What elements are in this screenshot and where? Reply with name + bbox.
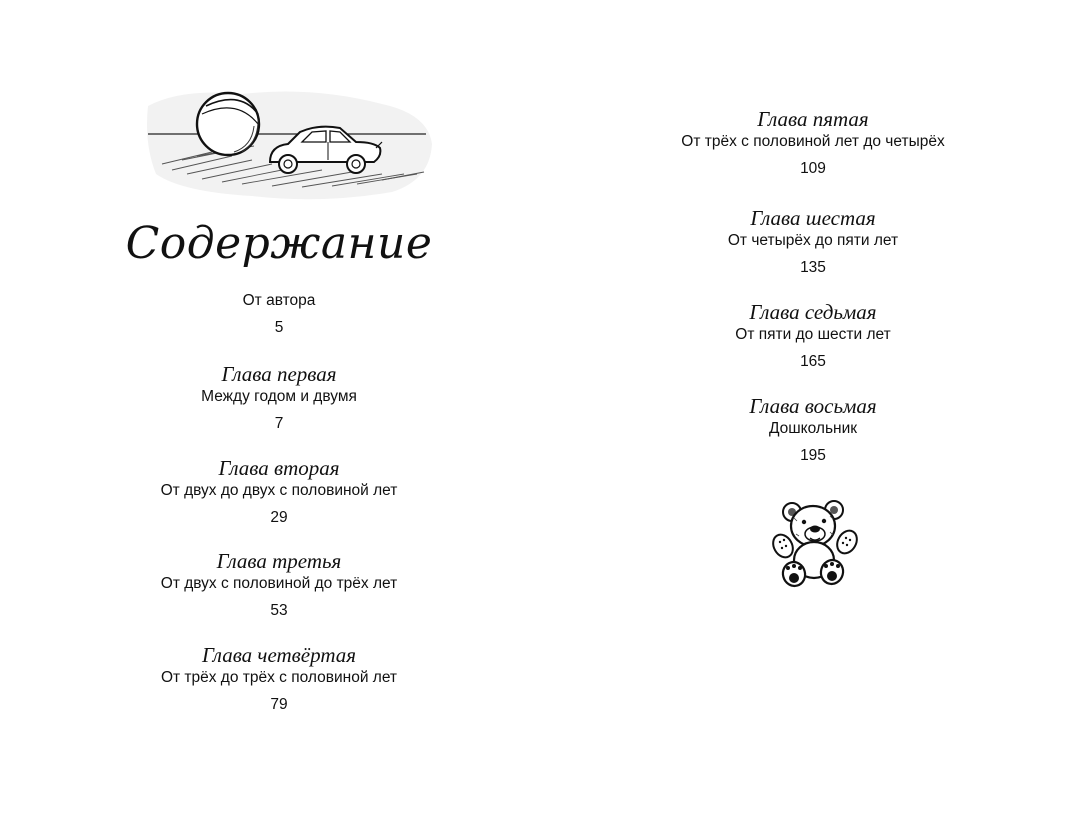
toc-entry-chapter-1 xyxy=(0,362,558,435)
toc-entry-subtitle: От трёх до трёх с половиной лет xyxy=(160,669,398,686)
toc-entry-subtitle: От трёх с половиной лет до четырёх xyxy=(681,133,945,150)
toc-entry-chapter-label: Глава седьмая xyxy=(749,300,877,324)
toc-entry-author xyxy=(0,290,558,339)
toc-entry-chapter-6 xyxy=(545,206,1081,279)
toc-entry-chapter-label: Глава третья xyxy=(216,549,342,573)
toc-entry-page-number: 135 xyxy=(800,259,826,276)
toc-entry-chapter-2 xyxy=(0,456,558,529)
toc-entry-chapter-4 xyxy=(0,643,558,716)
toc-entry-chapter-5 xyxy=(545,107,1081,180)
toc-entry-page-number: 7 xyxy=(274,415,284,432)
toc-entry-page-number: 79 xyxy=(270,696,288,713)
toc-entry-subtitle: От автора xyxy=(242,292,316,309)
toc-entry-subtitle: Между годом и двумя xyxy=(201,388,357,405)
toc-entry-page-number: 165 xyxy=(800,353,826,370)
toc-entry-chapter-label: Глава вторая xyxy=(218,456,340,480)
toc-title: Содержание xyxy=(125,218,433,269)
toc-entry-chapter-label: Глава шестая xyxy=(750,206,876,230)
toc-entry-chapter-3 xyxy=(0,549,558,622)
toc-entry-chapter-label: Глава четвёртая xyxy=(201,643,357,667)
toc-entry-subtitle: От двух с половиной до трёх лет xyxy=(160,575,398,592)
toc-entry-subtitle: От четырёх до пяти лет xyxy=(727,232,899,249)
ball-and-toy-car-illustration xyxy=(142,84,434,204)
toc-entry-page-number: 109 xyxy=(800,160,826,177)
toc-entry-page-number: 29 xyxy=(270,509,288,526)
toc-entry-chapter-label: Глава первая xyxy=(221,362,337,386)
right-page xyxy=(545,0,1090,818)
toc-entry-page-number: 5 xyxy=(274,319,284,336)
toc-entry-chapter-label: Глава восьмая xyxy=(749,394,877,418)
toc-entry-chapter-7 xyxy=(545,300,1081,373)
toc-entry-subtitle: От пяти до шести лет xyxy=(735,326,891,343)
teddy-bear-illustration xyxy=(770,498,862,590)
toc-entry-chapter-8 xyxy=(545,394,1081,467)
toc-entry-page-number: 195 xyxy=(800,447,826,464)
toc-entry-chapter-label: Глава пятая xyxy=(757,107,869,131)
toc-entry-subtitle: От двух до двух с половиной лет xyxy=(160,482,398,499)
toc-entry-page-number: 53 xyxy=(270,602,288,619)
toc-entry-subtitle: Дошкольник xyxy=(768,420,858,437)
